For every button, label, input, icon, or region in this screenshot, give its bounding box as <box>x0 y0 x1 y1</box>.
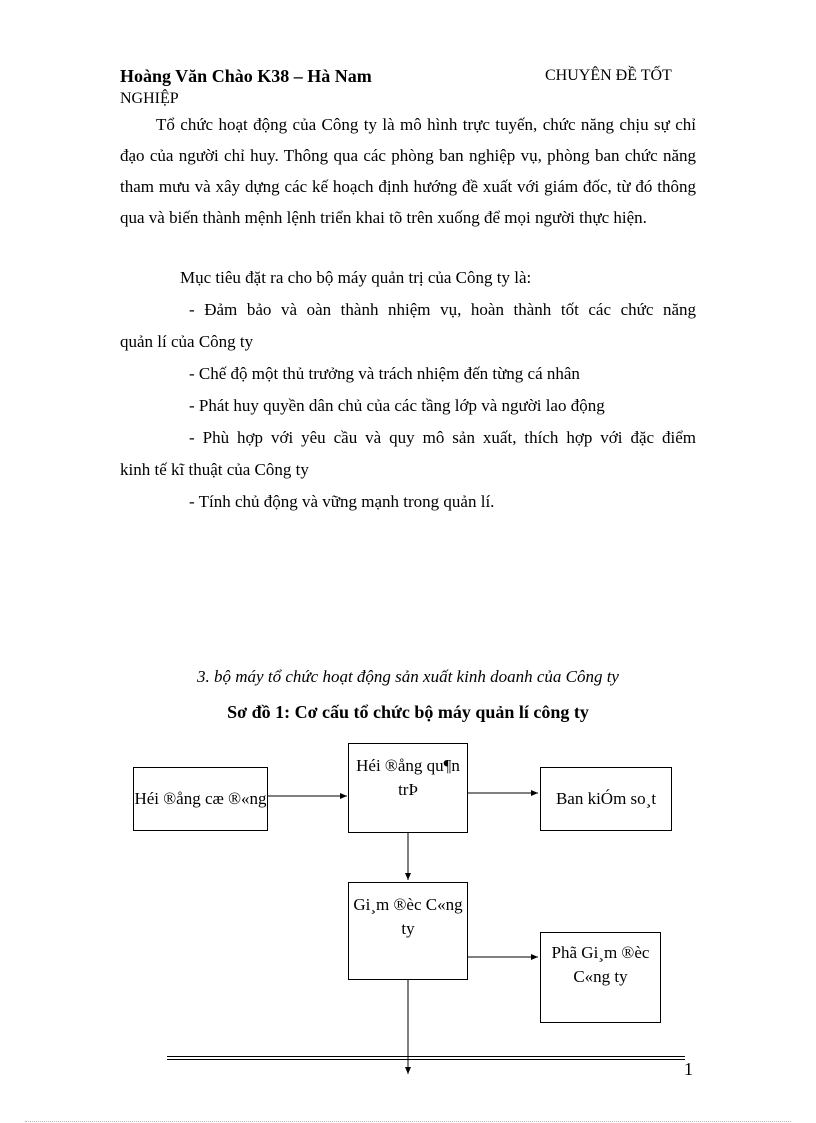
page-number: 1 <box>684 1059 693 1079</box>
objective-intro: Mục tiêu đặt ra cho bộ máy quản trị của Công ty là: <box>180 268 532 287</box>
box-director <box>348 882 468 980</box>
box-board-label: Héi ®ång qu¶n trÞ <box>356 756 460 799</box>
box-board <box>348 743 468 833</box>
box-supervisory-label: Ban kiÓm so¸t <box>555 789 657 808</box>
bullet-1-line-1: - Đảm bảo và oàn thành nhiệm vụ, hoàn thành tốt các chức năng <box>189 300 696 319</box>
bullet-1-line-2: quản lí của Công ty <box>120 332 254 351</box>
box-vice-director <box>540 932 661 1023</box>
footer-rule-bottom <box>167 1059 685 1060</box>
header-author: Hoàng Văn Chào K38 – Hà Nam <box>120 66 372 86</box>
footer-rule-top <box>167 1056 685 1057</box>
bullet-2: - Chế độ một thủ trưởng và trách nhiệm đến từng cá nhân <box>189 364 580 383</box>
bullet-4-line-1: - Phù hợp với yêu cầu và quy mô sản xuất, thích hợp với đặc điểm <box>189 428 696 447</box>
bullet-5: - Tính chủ động và vững mạnh trong quản lí. <box>189 492 495 511</box>
bullet-4-line-2: kinh tế kĩ thuật của Công ty <box>120 460 309 479</box>
header-title: CHUYÊN ĐỀ TỐT <box>545 67 672 84</box>
header-title-continuation: NGHIỆP <box>120 90 179 107</box>
box-supervisory <box>540 767 672 831</box>
box-shareholders-label: Héi ®ång cæ ®«ng <box>134 789 267 808</box>
page-edge-dotted-line <box>25 1121 791 1122</box>
bullet-3: - Phát huy quyền dân chủ của các tầng lớp và người lao động <box>189 396 605 415</box>
box-director-label: Gi¸m ®èc C«ng ty <box>353 895 463 938</box>
paragraph-intro: Tổ chức hoạt động của Công ty là mô hình trực tuyến, chức năng chịu sự chỉ đạo của người chỉ huy. Thông qua các phòng ban nghiệp vụ, phòng ban chức năng tham mưu và xây dựng các kế hoạch định hướng đề xuất với giám đốc, từ đó thông qua và biến thành mệnh lệnh triển khai tõ trên xuống để mọi người thực hiện. <box>120 115 696 227</box>
section-title: 3. bộ máy tổ chức hoạt động sản xuất kinh doanh của Công ty <box>197 667 619 686</box>
diagram-title: Sơ đồ 1: Cơ cấu tổ chức bộ máy quản lí công ty <box>227 702 589 722</box>
box-vice-director-label: Phã Gi¸m ®èc C«ng ty <box>551 943 650 986</box>
box-shareholders <box>133 767 268 831</box>
